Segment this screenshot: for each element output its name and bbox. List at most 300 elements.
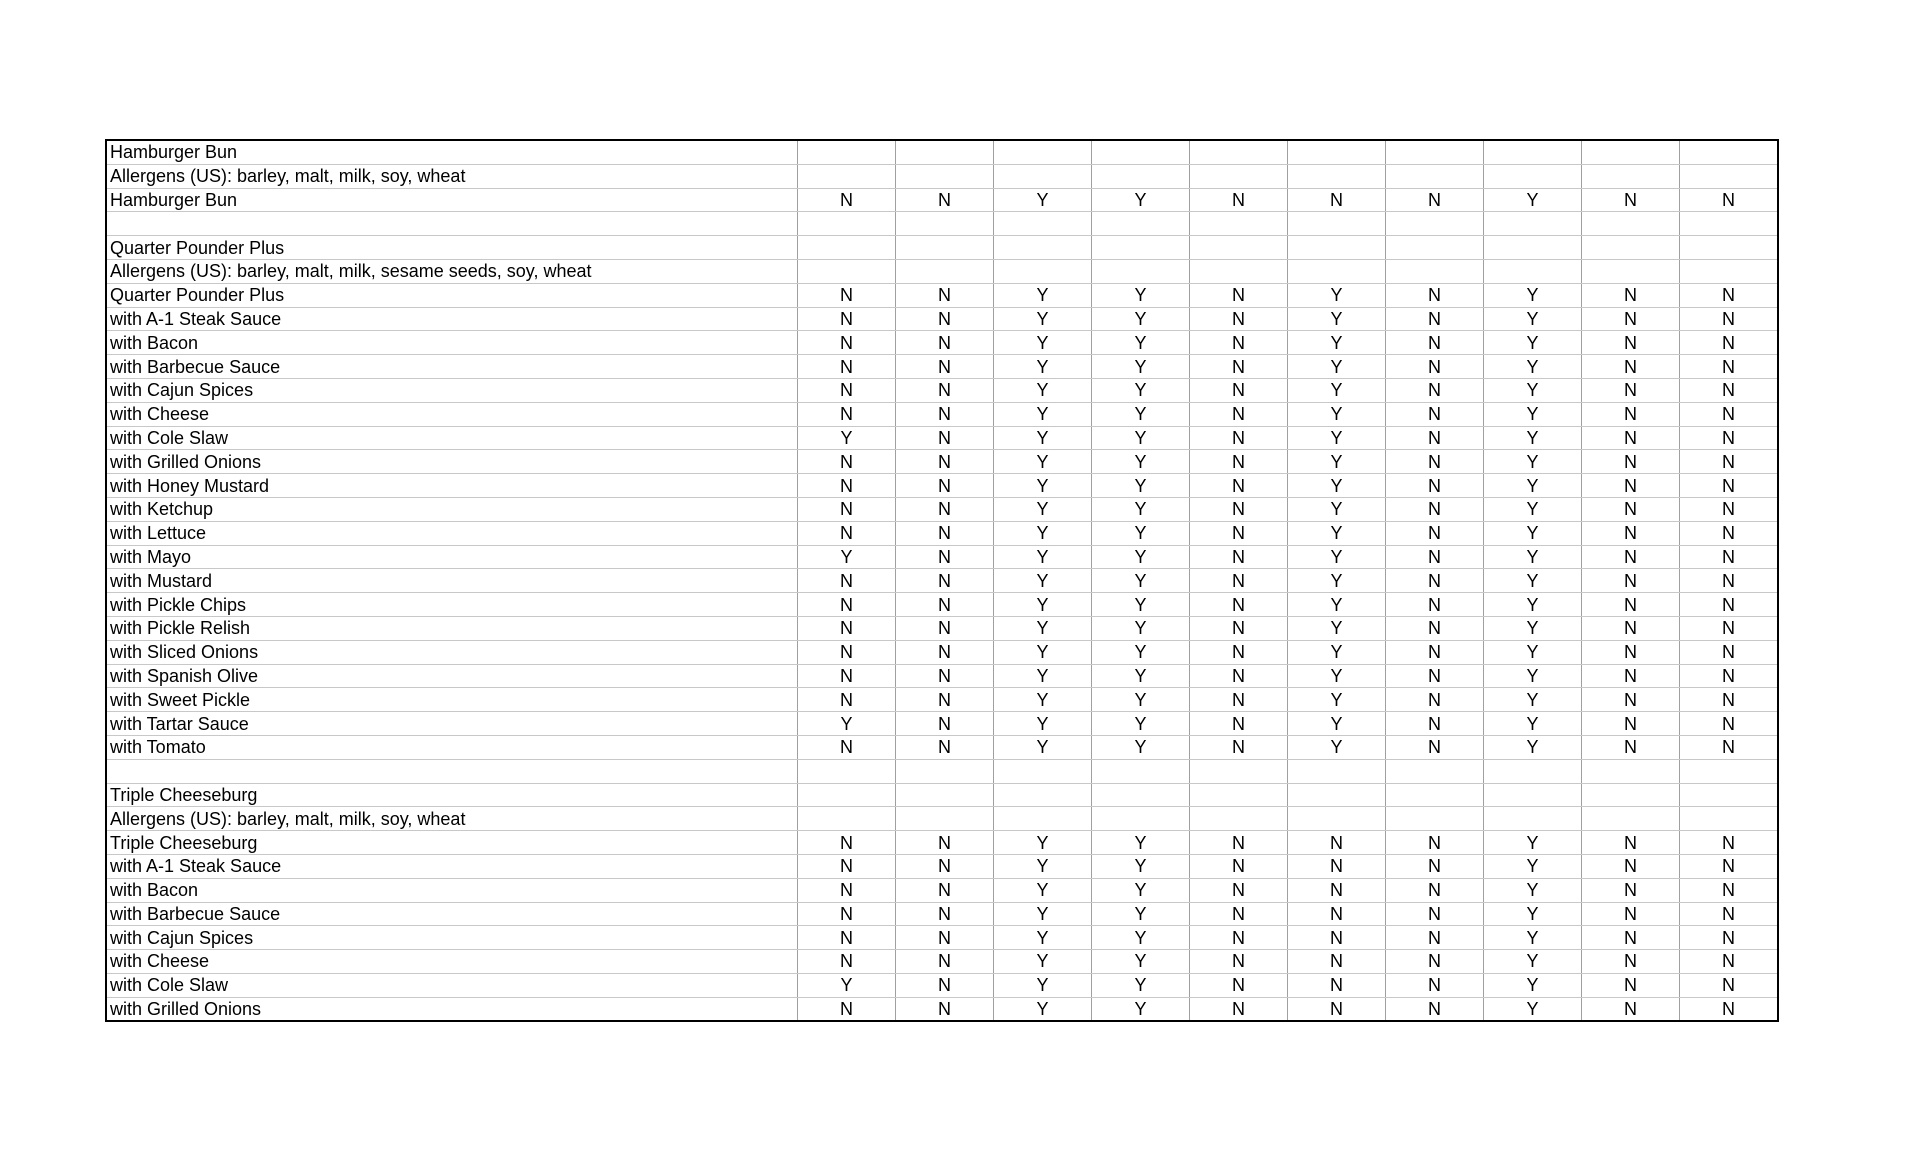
cell-value: Y (1288, 545, 1386, 569)
cell-value: N (1190, 331, 1288, 355)
cell-value: N (1386, 188, 1484, 212)
cell-value (1582, 140, 1680, 164)
cell-value (896, 140, 994, 164)
cell-value: Y (1092, 902, 1190, 926)
cell-value: N (1582, 402, 1680, 426)
cell-value: Y (1092, 926, 1190, 950)
cell-value: Y (1092, 497, 1190, 521)
cell-value: N (1582, 664, 1680, 688)
cell-value: Y (994, 545, 1092, 569)
cell-value (1484, 164, 1582, 188)
cell-value: Y (1092, 402, 1190, 426)
cell-value (1092, 212, 1190, 236)
cell-value: Y (1092, 474, 1190, 498)
cell-value: N (896, 926, 994, 950)
row-label: with Pickle Chips (106, 593, 798, 617)
cell-value: Y (994, 378, 1092, 402)
cell-value: N (1190, 664, 1288, 688)
row-label: with Spanish Olive (106, 664, 798, 688)
cell-value: N (1582, 831, 1680, 855)
cell-value: N (1288, 188, 1386, 212)
table-row (106, 997, 1778, 1021)
cell-value (1386, 140, 1484, 164)
row-label: with Tomato (106, 735, 798, 759)
cell-value (1092, 140, 1190, 164)
cell-value: N (1386, 521, 1484, 545)
cell-value: Y (1288, 521, 1386, 545)
cell-value: Y (1092, 283, 1190, 307)
cell-value: N (1190, 545, 1288, 569)
cell-value: N (798, 902, 896, 926)
cell-value: N (798, 664, 896, 688)
cell-value (994, 807, 1092, 831)
row-label: with A-1 Steak Sauce (106, 854, 798, 878)
cell-value: N (1680, 950, 1779, 974)
cell-value: N (798, 831, 896, 855)
row-label: Allergens (US): barley, malt, milk, sesame seeds, soy, wheat (106, 259, 798, 283)
cell-value: Y (1092, 188, 1190, 212)
row-label: Triple Cheeseburg (106, 831, 798, 855)
cell-value (1288, 783, 1386, 807)
cell-value (1288, 759, 1386, 783)
cell-value: N (896, 474, 994, 498)
cell-value: N (798, 593, 896, 617)
cell-value: Y (1288, 735, 1386, 759)
cell-value: Y (1484, 950, 1582, 974)
cell-value: N (1680, 997, 1779, 1021)
cell-value: N (896, 593, 994, 617)
cell-value: Y (1092, 664, 1190, 688)
row-label: Allergens (US): barley, malt, milk, soy, wheat (106, 164, 798, 188)
section-header-row (106, 236, 1778, 260)
cell-value: N (896, 712, 994, 736)
table-row (106, 735, 1778, 759)
cell-value: Y (1092, 640, 1190, 664)
cell-value: N (1190, 474, 1288, 498)
cell-value (896, 212, 994, 236)
cell-value: N (1582, 426, 1680, 450)
cell-value: N (1386, 355, 1484, 379)
cell-value: N (798, 307, 896, 331)
row-label: with Bacon (106, 878, 798, 902)
cell-value: N (1582, 616, 1680, 640)
cell-value: N (1190, 902, 1288, 926)
cell-value: Y (1484, 688, 1582, 712)
cell-value: N (1582, 569, 1680, 593)
cell-value: N (1680, 926, 1779, 950)
cell-value: N (1582, 854, 1680, 878)
section-header-row (106, 164, 1778, 188)
cell-value: N (798, 283, 896, 307)
cell-value: N (798, 497, 896, 521)
cell-value: N (1386, 973, 1484, 997)
cell-value (1190, 807, 1288, 831)
row-label: with Honey Mustard (106, 474, 798, 498)
cell-value: N (1680, 188, 1779, 212)
table-row (106, 854, 1778, 878)
cell-value: Y (994, 688, 1092, 712)
cell-value: N (1680, 331, 1779, 355)
cell-value: N (1190, 831, 1288, 855)
cell-value (1386, 236, 1484, 260)
cell-value: N (798, 355, 896, 379)
cell-value: Y (1288, 307, 1386, 331)
cell-value (1190, 759, 1288, 783)
cell-value: N (1680, 878, 1779, 902)
row-label: with Cheese (106, 950, 798, 974)
cell-value (798, 140, 896, 164)
cell-value: Y (994, 664, 1092, 688)
cell-value (896, 759, 994, 783)
table-row (106, 545, 1778, 569)
cell-value: N (1680, 735, 1779, 759)
cell-value: N (1386, 402, 1484, 426)
cell-value (798, 259, 896, 283)
cell-value: N (896, 950, 994, 974)
cell-value: N (1582, 878, 1680, 902)
cell-value: Y (994, 640, 1092, 664)
cell-value: Y (798, 545, 896, 569)
cell-value: N (1680, 902, 1779, 926)
cell-value: N (1680, 545, 1779, 569)
cell-value: N (1386, 688, 1484, 712)
cell-value: N (798, 188, 896, 212)
cell-value: N (1288, 902, 1386, 926)
cell-value: Y (1092, 831, 1190, 855)
cell-value: N (798, 331, 896, 355)
row-label: Quarter Pounder Plus (106, 236, 798, 260)
row-label: Allergens (US): barley, malt, milk, soy, wheat (106, 807, 798, 831)
cell-value: Y (1092, 593, 1190, 617)
cell-value: Y (1288, 426, 1386, 450)
cell-value: Y (1484, 878, 1582, 902)
cell-value: N (1288, 878, 1386, 902)
row-label: with Mayo (106, 545, 798, 569)
cell-value: Y (1484, 497, 1582, 521)
cell-value: Y (1288, 450, 1386, 474)
cell-value: N (1288, 831, 1386, 855)
cell-value: N (798, 521, 896, 545)
cell-value: N (1680, 402, 1779, 426)
cell-value: Y (1092, 331, 1190, 355)
cell-value: N (1386, 950, 1484, 974)
cell-value: N (1680, 640, 1779, 664)
cell-value: N (1386, 926, 1484, 950)
row-label: with Ketchup (106, 497, 798, 521)
table-row (106, 497, 1778, 521)
cell-value (798, 759, 896, 783)
cell-value (1092, 783, 1190, 807)
cell-value: N (1288, 854, 1386, 878)
row-label: with Lettuce (106, 521, 798, 545)
cell-value (896, 236, 994, 260)
cell-value: N (1582, 973, 1680, 997)
cell-value (1582, 212, 1680, 236)
cell-value: N (1190, 450, 1288, 474)
table-row (106, 402, 1778, 426)
row-label: Triple Cheeseburg (106, 783, 798, 807)
cell-value: N (896, 426, 994, 450)
cell-value: Y (1484, 854, 1582, 878)
cell-value: N (1680, 521, 1779, 545)
cell-value: N (1288, 973, 1386, 997)
cell-value: Y (1288, 688, 1386, 712)
cell-value: N (1386, 569, 1484, 593)
cell-value: N (896, 307, 994, 331)
cell-value (1680, 759, 1779, 783)
cell-value: N (1680, 355, 1779, 379)
cell-value: N (1386, 664, 1484, 688)
cell-value (798, 236, 896, 260)
cell-value: Y (994, 712, 1092, 736)
cell-value: N (896, 735, 994, 759)
cell-value: N (1582, 688, 1680, 712)
cell-value (1190, 140, 1288, 164)
cell-value: Y (994, 926, 1092, 950)
cell-value: Y (1484, 378, 1582, 402)
cell-value (1484, 783, 1582, 807)
cell-value (1484, 807, 1582, 831)
cell-value: N (1680, 712, 1779, 736)
cell-value: N (896, 688, 994, 712)
cell-value: N (1386, 616, 1484, 640)
table-row (106, 188, 1778, 212)
cell-value (1190, 212, 1288, 236)
cell-value (1386, 783, 1484, 807)
cell-value: Y (994, 902, 1092, 926)
table-row (106, 640, 1778, 664)
cell-value: Y (1484, 973, 1582, 997)
cell-value: N (1582, 997, 1680, 1021)
cell-value: N (896, 283, 994, 307)
cell-value (1288, 807, 1386, 831)
cell-value (1680, 164, 1779, 188)
cell-value: Y (994, 997, 1092, 1021)
cell-value: N (1190, 402, 1288, 426)
cell-value: N (798, 640, 896, 664)
cell-value: Y (1092, 521, 1190, 545)
cell-value: N (1582, 640, 1680, 664)
table-row (106, 688, 1778, 712)
cell-value: Y (1484, 616, 1582, 640)
cell-value (1484, 212, 1582, 236)
cell-value: N (1190, 616, 1288, 640)
cell-value: N (798, 616, 896, 640)
cell-value: Y (994, 973, 1092, 997)
cell-value: Y (1092, 450, 1190, 474)
cell-value: N (1288, 950, 1386, 974)
cell-value: Y (1484, 545, 1582, 569)
cell-value (1288, 259, 1386, 283)
row-label: with Grilled Onions (106, 997, 798, 1021)
cell-value: Y (1484, 331, 1582, 355)
cell-value (896, 783, 994, 807)
row-label: with Cole Slaw (106, 426, 798, 450)
cell-value: N (798, 402, 896, 426)
cell-value (798, 783, 896, 807)
cell-value: Y (1092, 545, 1190, 569)
table-row (106, 593, 1778, 617)
cell-value (994, 759, 1092, 783)
cell-value: Y (1288, 593, 1386, 617)
row-label: with Pickle Relish (106, 616, 798, 640)
cell-value: Y (994, 283, 1092, 307)
cell-value: N (1386, 735, 1484, 759)
cell-value: N (798, 378, 896, 402)
cell-value: N (1582, 593, 1680, 617)
cell-value (798, 212, 896, 236)
cell-value: N (1190, 497, 1288, 521)
cell-value: Y (1484, 402, 1582, 426)
row-label: with Barbecue Sauce (106, 355, 798, 379)
table-row (106, 426, 1778, 450)
cell-value (1190, 259, 1288, 283)
cell-value: Y (1484, 735, 1582, 759)
cell-value: N (896, 331, 994, 355)
cell-value: N (1680, 426, 1779, 450)
cell-value (1092, 236, 1190, 260)
cell-value: N (798, 926, 896, 950)
cell-value: Y (1092, 997, 1190, 1021)
cell-value: N (1680, 450, 1779, 474)
cell-value (994, 259, 1092, 283)
cell-value: N (1582, 450, 1680, 474)
cell-value: N (1386, 497, 1484, 521)
cell-value: N (1386, 878, 1484, 902)
cell-value: N (1190, 569, 1288, 593)
cell-value: N (896, 997, 994, 1021)
cell-value: N (1288, 926, 1386, 950)
cell-value: Y (994, 402, 1092, 426)
cell-value: N (896, 188, 994, 212)
cell-value: Y (994, 307, 1092, 331)
table-row (106, 973, 1778, 997)
row-label: Quarter Pounder Plus (106, 283, 798, 307)
cell-value: N (1386, 283, 1484, 307)
cell-value (896, 807, 994, 831)
cell-value: N (1190, 688, 1288, 712)
table-row (106, 355, 1778, 379)
cell-value: N (1680, 688, 1779, 712)
cell-value: N (896, 616, 994, 640)
cell-value (1092, 807, 1190, 831)
row-label: with Cajun Spices (106, 378, 798, 402)
cell-value: Y (1092, 854, 1190, 878)
cell-value: N (798, 569, 896, 593)
row-label: with Cole Slaw (106, 973, 798, 997)
cell-value: N (1582, 712, 1680, 736)
cell-value: N (1386, 712, 1484, 736)
cell-value: Y (1288, 283, 1386, 307)
section-header-row (106, 807, 1778, 831)
cell-value (1680, 212, 1779, 236)
cell-value (994, 236, 1092, 260)
table-row (106, 521, 1778, 545)
cell-value: N (1190, 355, 1288, 379)
cell-value: N (1582, 331, 1680, 355)
cell-value (1680, 259, 1779, 283)
table-row (106, 450, 1778, 474)
cell-value (1190, 236, 1288, 260)
cell-value: Y (1092, 878, 1190, 902)
cell-value: Y (1484, 188, 1582, 212)
cell-value: N (896, 973, 994, 997)
table-row (106, 474, 1778, 498)
cell-value: N (896, 355, 994, 379)
blank-row (106, 212, 1778, 236)
cell-value (1288, 140, 1386, 164)
cell-value: N (1386, 450, 1484, 474)
table-row (106, 283, 1778, 307)
cell-value (1288, 236, 1386, 260)
cell-value: Y (1484, 640, 1582, 664)
cell-value: N (798, 854, 896, 878)
cell-value: N (1190, 997, 1288, 1021)
cell-value: N (896, 378, 994, 402)
blank-row (106, 759, 1778, 783)
cell-value: N (1386, 378, 1484, 402)
cell-value: N (896, 497, 994, 521)
cell-value: N (896, 640, 994, 664)
row-label: with Barbecue Sauce (106, 902, 798, 926)
cell-value (798, 807, 896, 831)
cell-value (1484, 259, 1582, 283)
cell-value: Y (1092, 307, 1190, 331)
cell-value: N (1386, 331, 1484, 355)
cell-value: N (1288, 997, 1386, 1021)
row-label: with Cheese (106, 402, 798, 426)
cell-value: Y (994, 497, 1092, 521)
cell-value: Y (1484, 712, 1582, 736)
cell-value: N (798, 997, 896, 1021)
cell-value: Y (994, 450, 1092, 474)
section-header-row (106, 783, 1778, 807)
allergen-table (105, 139, 1779, 1022)
cell-value: Y (1484, 426, 1582, 450)
cell-value: Y (994, 426, 1092, 450)
cell-value: Y (1288, 712, 1386, 736)
cell-value: Y (1288, 474, 1386, 498)
cell-value (994, 164, 1092, 188)
cell-value (1582, 783, 1680, 807)
cell-value: N (1582, 307, 1680, 331)
cell-value: N (1190, 950, 1288, 974)
table-row (106, 712, 1778, 736)
cell-value: N (1680, 664, 1779, 688)
cell-value (1190, 783, 1288, 807)
cell-value: Y (1484, 831, 1582, 855)
row-label (106, 759, 798, 783)
table-row (106, 926, 1778, 950)
cell-value: N (1680, 831, 1779, 855)
cell-value: N (798, 474, 896, 498)
cell-value: Y (1484, 450, 1582, 474)
cell-value (1386, 212, 1484, 236)
table-row (106, 331, 1778, 355)
cell-value: N (1582, 355, 1680, 379)
cell-value: Y (994, 831, 1092, 855)
section-header-row (106, 140, 1778, 164)
cell-value: N (1680, 283, 1779, 307)
cell-value: N (1190, 307, 1288, 331)
cell-value: N (798, 450, 896, 474)
cell-value: N (1190, 878, 1288, 902)
cell-value (1092, 259, 1190, 283)
cell-value: Y (1484, 569, 1582, 593)
row-label: with Mustard (106, 569, 798, 593)
cell-value: Y (994, 593, 1092, 617)
table-row (106, 569, 1778, 593)
